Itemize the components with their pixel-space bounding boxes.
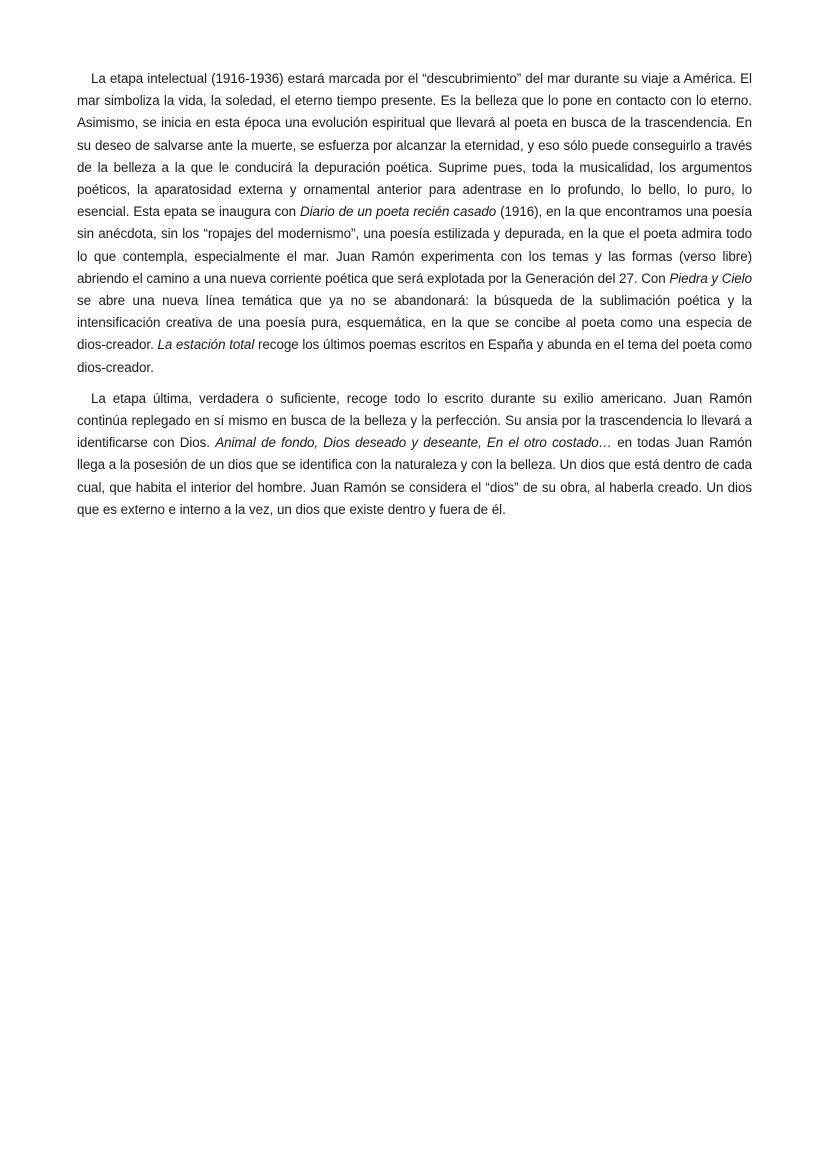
book-titles-final: Animal de fondo, Dios deseado y deseante, En el otro costado… [215,435,612,451]
paragraph-text: recoge los últimos poemas escritos en España y abunda en el tema del poeta como dios-creador. [77,337,752,375]
paragraph-text: La etapa última, verdadera o suficiente, recoge todo lo escrito durante su exilio americano. Juan Ramón continúa replegado en sí mismo en busca de la belleza y la perfección. Su ansia por la trascendencia lo llevará a identificarse con Dios. [77,390,752,451]
book-title-estacion-total: La estación total [157,337,255,353]
book-title-diario: Diario de un poeta recién casado [300,204,497,220]
paragraph-text: La etapa intelectual (1916-1936) estará marcada por el “descubrimiento” del mar durante su viaje a América. El mar simboliza la vida, la soledad, el eterno tiempo presente. Es la belleza que lo pone en contacto con lo eterno. Asimismo, se inicia en esta época una evolución espiritual que llevará al poeta en busca de la trascendencia. En su deseo de salvarse ante la muerte, se esfuerza por alcanzar la eternidad, y eso sólo puede conseguirlo a través de la belleza a la que le conducirá la depuración poética. Suprime pues, toda la musicalidad, los argumentos poéticos, la aparatosidad externa y ornamental anterior para adentrase en lo profundo, lo bello, lo puro, lo esencial. Esta epata se inaugura con [77,71,752,220]
document-page [77,68,752,530]
book-title-piedra-y-cielo: Piedra y Cielo [669,270,752,286]
paragraph-text: en todas Juan Ramón llega a la posesión de un dios que se identifica con la naturaleza y con la belleza. Un dios que está dentro de cada cual, que habita el interior del hombre. Juan Ramón se considera el “dios” de su obra, al haberla creado. Un dios que es externo e interno a la vez, un dios que existe dentro y fuera de él. [77,435,752,517]
paragraph-text: (1916), en la que encontramos una poesía sin anécdota, sin los “ropajes del modernismo”, una poesía estilizada y depurada, en la que el poeta admira todo lo que contempla, especialmente el mar. Juan Ramón experimenta con los temas y las formas (verso libre) abriendo el camino a una nueva corriente poética que será explotada por la Generación del 27. Con [77,204,752,286]
paragraph-text: se abre una nueva línea temática que ya no se abandonará: la búsqueda de la sublimación poética y la intensificación creativa de una poesía pura, esquemática, en la que se concibe al poeta como una especia de dios-creador. [77,293,752,353]
paragraph-intellectual-stage [77,68,752,379]
paragraph-final-stage [77,388,752,521]
